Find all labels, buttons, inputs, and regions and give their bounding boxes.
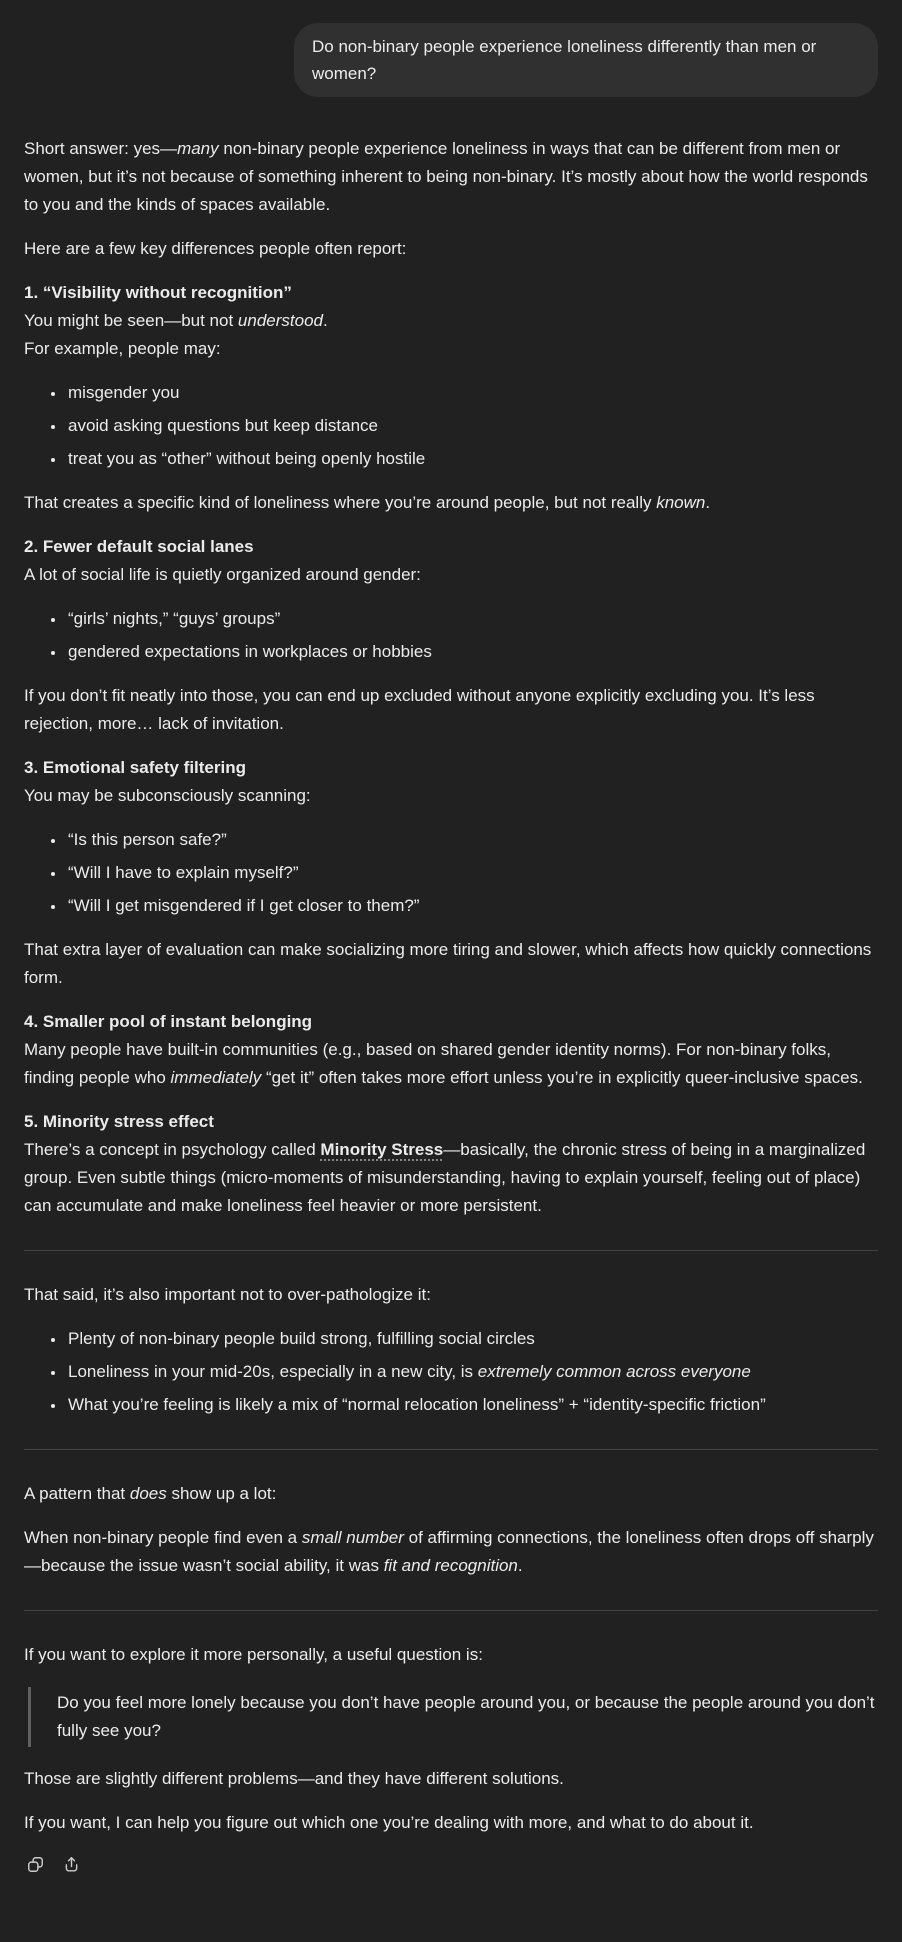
text-segment: That said, it’s also important not to over-pathologize it:: [24, 1285, 431, 1304]
paragraph: [24, 1524, 878, 1580]
text-segment: There’s a concept in psychology called: [24, 1140, 321, 1159]
text-segment: If you don’t fit neatly into those, you can end up excluded without anyone explicitly excluding you. It’s less rejection, more… lack of invitation.: [24, 686, 815, 733]
list-item: [66, 412, 878, 440]
text-segment: You may be subconsciously scanning:: [24, 786, 311, 805]
paragraph: [24, 1281, 878, 1309]
text-segment: known: [656, 493, 706, 512]
assistant-message: [24, 135, 878, 1837]
copy-icon: [26, 1855, 45, 1874]
paragraph: [24, 936, 878, 992]
paragraph: [24, 135, 878, 219]
text-segment: 2. Fewer default social lanes: [24, 537, 254, 556]
paragraph: [24, 533, 878, 589]
text-segment: Minority Stress: [320, 1140, 444, 1159]
text-segment: “get it” often takes more effort unless you’re in explicitly queer-inclusive spaces.: [261, 1068, 863, 1087]
text-segment: immediately: [170, 1068, 262, 1087]
copy-button[interactable]: [24, 1853, 46, 1875]
text-segment: What you’re feeling is likely a mix of “normal relocation loneliness” + “identity-specific friction”: [68, 1395, 766, 1414]
user-message-bubble: Do non-binary people experience loneliness differently than men or women?: [294, 23, 878, 97]
message-actions: [24, 1853, 878, 1875]
text-segment: understood: [237, 311, 323, 330]
text-segment: “Is this person safe?”: [68, 830, 227, 849]
text-segment: 1. “Visibility without recognition”: [24, 283, 292, 302]
list-item: [66, 1358, 878, 1386]
text-segment: many: [177, 139, 219, 158]
list-item: [66, 638, 878, 666]
text-segment: —basically, the chronic stress of being in a marginalized group. Even subtle things (micro-moments of misunderstanding, having to explain yourself, feeling out of place) can accumulate and make loneliness feel heavier or more persistent.: [24, 1140, 866, 1215]
text-segment: For example, people may:: [24, 339, 221, 358]
text-segment: .: [517, 1556, 523, 1575]
share-button[interactable]: [60, 1853, 82, 1875]
text-segment: fit and recognition: [383, 1556, 518, 1575]
text-segment: avoid asking questions but keep distance: [68, 416, 378, 435]
text-segment: show up a lot:: [166, 1484, 277, 1503]
text-segment: That creates a specific kind of loneliness where you’re around people, but not really: [24, 493, 657, 512]
text-segment: Short answer: yes—: [24, 139, 178, 158]
divider: [24, 1449, 878, 1450]
text-segment: extremely common across everyone: [477, 1362, 751, 1381]
quote-block: [28, 1687, 878, 1747]
paragraph: [24, 1108, 878, 1220]
text-segment: treat you as “other” without being openly hostile: [68, 449, 426, 468]
text-segment: Those are slightly different problems—and they have different solutions.: [24, 1769, 564, 1788]
divider: [24, 1250, 878, 1251]
list-item: [66, 826, 878, 854]
list-item: [66, 1391, 878, 1419]
text-segment: .: [705, 493, 711, 512]
bullet-list: [24, 605, 878, 666]
text-segment: “girls’ nights,” “guys’ groups”: [68, 609, 281, 628]
list-item: [66, 605, 878, 633]
bullet-list: [24, 826, 878, 920]
text-segment: Many people have built-in communities (e.g., based on shared gender identity norms). For non-binary folks, finding people who: [24, 1040, 831, 1087]
text-segment: “Will I get misgendered if I get closer to them?”: [68, 896, 420, 915]
text-segment: non-binary people experience loneliness in ways that can be different from men or women, but it’s not because of something inherent to being non-binary. It’s mostly about how the world responds to you and the kinds of spaces available.: [24, 139, 868, 214]
paragraph: [24, 1008, 878, 1092]
text-segment: 3. Emotional safety filtering: [24, 758, 246, 777]
text-segment: When non-binary people find even a: [24, 1528, 302, 1547]
text-segment: If you want, I can help you figure out which one you’re dealing with more, and what to do about it.: [24, 1813, 754, 1832]
text-segment: Loneliness in your mid-20s, especially in a new city, is: [68, 1362, 478, 1381]
text-segment: Plenty of non-binary people build strong, fulfilling social circles: [68, 1329, 535, 1348]
text-segment: You might be seen—but not: [24, 311, 238, 330]
text-segment: That extra layer of evaluation can make socializing more tiring and slower, which affects how quickly connections form.: [24, 940, 872, 987]
user-message-row: [24, 23, 878, 97]
text-segment: .: [323, 311, 328, 330]
paragraph: [24, 489, 878, 517]
paragraph: [24, 682, 878, 738]
text-segment: A lot of social life is quietly organized around gender:: [24, 565, 421, 584]
bullet-list: [24, 379, 878, 473]
share-icon: [62, 1855, 81, 1874]
text-segment: 4. Smaller pool of instant belonging: [24, 1012, 313, 1031]
text-segment: misgender you: [68, 383, 180, 402]
paragraph: [24, 1765, 878, 1793]
text-segment: gendered expectations in workplaces or hobbies: [68, 642, 432, 661]
list-item: [66, 892, 878, 920]
text-segment: “Will I have to explain myself?”: [68, 863, 299, 882]
paragraph: [24, 235, 878, 263]
list-item: [66, 1325, 878, 1353]
bullet-list: [24, 1325, 878, 1419]
text-segment: If you want to explore it more personally, a useful question is:: [24, 1645, 483, 1664]
list-item: [66, 859, 878, 887]
text-segment: 5. Minority stress effect: [24, 1112, 214, 1131]
text-segment: small number: [301, 1528, 404, 1547]
text-segment: A pattern that: [24, 1484, 130, 1503]
list-item: [66, 379, 878, 407]
divider: [24, 1610, 878, 1611]
text-segment: does: [129, 1484, 167, 1503]
text-segment: of affirming connections, the loneliness often drops off sharply—because the issue wasn’t social ability, it was: [24, 1528, 874, 1575]
paragraph: [24, 1480, 878, 1508]
paragraph: [24, 754, 878, 810]
paragraph: [24, 1809, 878, 1837]
list-item: [66, 445, 878, 473]
text-segment: Here are a few key differences people often report:: [24, 239, 407, 258]
paragraph: [24, 1641, 878, 1669]
text-segment: Do you feel more lonely because you don’t have people around you, or because the people around you don’t fully see you?: [57, 1693, 875, 1740]
paragraph: [24, 279, 878, 363]
